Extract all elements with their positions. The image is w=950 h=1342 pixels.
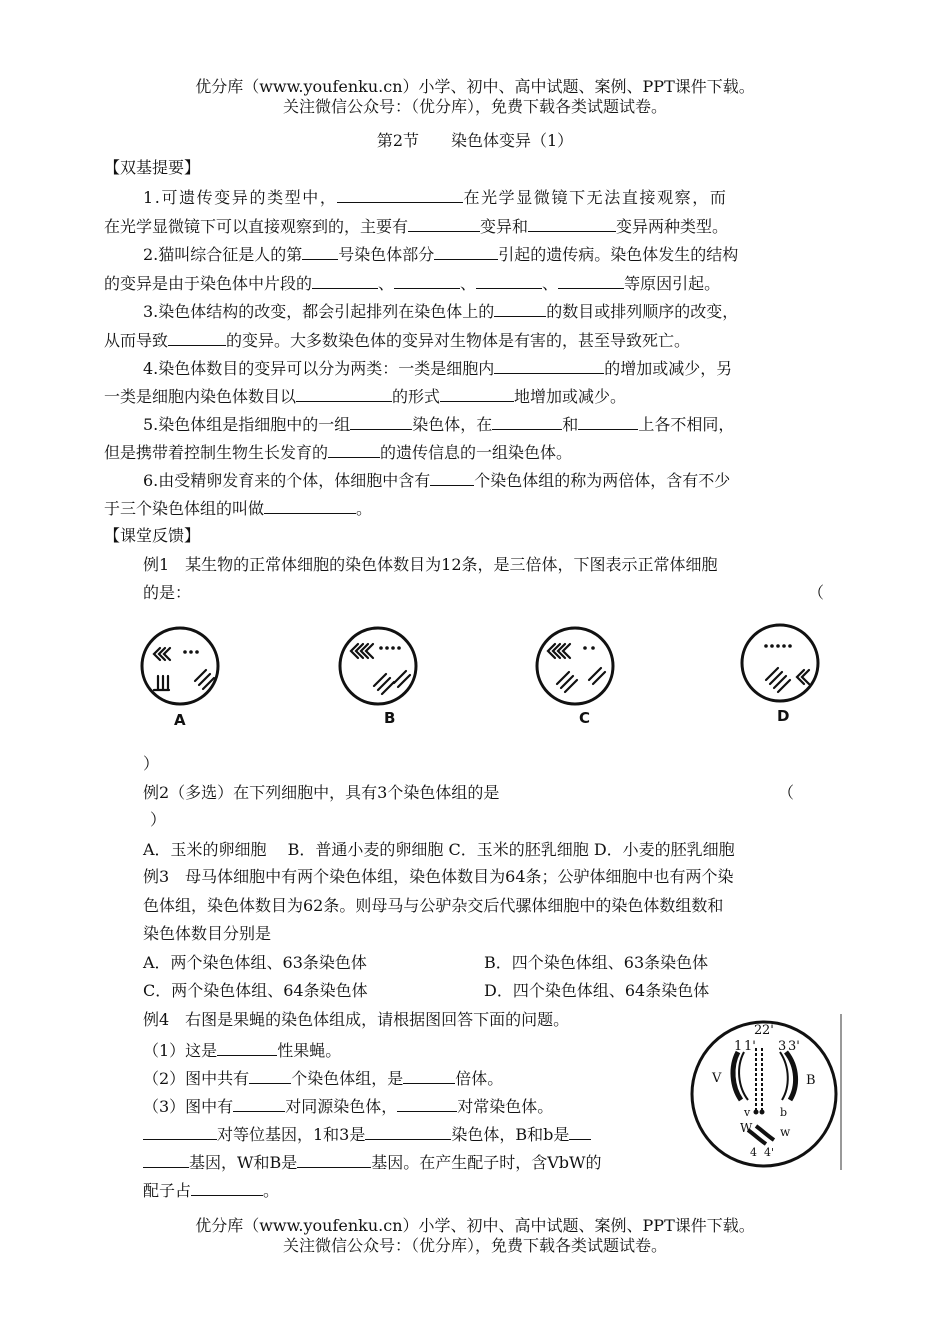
cell-c-diagram (537, 628, 613, 704)
q5-line2: 但是携带着控制生物生长发育的 的遗传信息的一组染色体。 (104, 443, 573, 462)
page-title: 第2节 染色体变异（1） (376, 131, 574, 150)
q3-line2: 从而导致 的变异。大多数染色体的变异对生物体是有害的，甚至导致死亡。 (104, 331, 691, 350)
header-line-1: 优分库（www.youfenku.cn）小学、初中、高中试题、案例、PPT课件下载。 (195, 77, 755, 96)
cell-label-b: B (384, 709, 396, 727)
ex2-paren-open: （ (778, 783, 795, 802)
ex3-line1: 例3 母马体细胞中有两个染色体组，染色体数目为64条；公驴体细胞中也有两个染 (143, 867, 734, 886)
cell-label-c: C (579, 709, 591, 727)
q2-line1: 2.猫叫综合征是人的第 号染色体部分 引起的遗传病。染色体发生的结构 (143, 245, 739, 264)
blank[interactable] (476, 273, 542, 289)
ex3-option-a: A．两个染色体组、63条染色体 (143, 953, 367, 972)
ex4-q3: （3）图中有 对同源染色体， 对常染色体。 (143, 1097, 554, 1116)
ex3-option-b: B．四个染色体组、63条染色体 (484, 953, 709, 972)
label-W: W (740, 1121, 753, 1135)
label-3: 3 (778, 1039, 787, 1054)
blank[interactable] (494, 301, 546, 317)
footer-line-1: 优分库（www.youfenku.cn）小学、初中、高中试题、案例、PPT课件下载。 (195, 1216, 755, 1235)
label-4p: 4' (764, 1146, 775, 1159)
q4-line2: 一类是细胞内染色体数目以 的形式 地增加或减少。 (104, 387, 627, 406)
ex1-line1: 例1 某生物的正常体细胞的染色体数目为12条，是三倍体，下图表示正常体细胞 (143, 555, 718, 574)
q1-line2: 在光学显微镜下可以直接观察到的，主要有 变异和 变异两种类型。 (104, 217, 729, 236)
blank[interactable] (264, 498, 356, 514)
label-w: w (780, 1125, 791, 1139)
ex4-q1: （1）这是 性果蝇。 (143, 1041, 342, 1060)
label-2p: 2' (762, 1023, 774, 1038)
blank[interactable] (434, 244, 498, 260)
blank[interactable] (492, 414, 562, 430)
q3-line1: 3.染色体结构的改变，都会引起排列在染色体上的 的数目或排列顺序的改变， (143, 302, 739, 321)
blank[interactable] (397, 1096, 457, 1112)
label-2: 2 (754, 1023, 763, 1038)
ex4-line5: 基因，W和B是 基因。在产生配子时，含VbW的 (143, 1152, 601, 1173)
blank[interactable] (350, 414, 412, 430)
label-1p: 1' (744, 1039, 756, 1054)
cell-label-d: D (777, 707, 790, 725)
blank[interactable] (430, 470, 474, 486)
blank[interactable] (302, 244, 338, 260)
ex4-line6: 配子占 。 (143, 1181, 280, 1200)
cell-label-a: A (174, 711, 186, 729)
ex4-intro: 例4 右图是果蝇的染色体组成，请根据图回答下面的问题。 (143, 1010, 570, 1029)
ex3-line2: 色体组，染色体数目为62条。则母马与公驴杂交后代骡体细胞中的染色体数组数和 (143, 896, 724, 915)
section-heading-feedback: 【课堂反馈】 (104, 526, 201, 545)
label-v: v (744, 1106, 751, 1119)
blank[interactable] (494, 358, 604, 374)
q4-line1: 4.染色体数目的变异可以分为两类：一类是细胞内 的增加或减少，另 (143, 359, 733, 378)
blank[interactable] (296, 386, 392, 402)
blank[interactable] (440, 386, 514, 402)
blank[interactable] (337, 187, 463, 203)
blank[interactable] (217, 1040, 277, 1056)
ex2-question: 例2（多选）在下列细胞中，具有3个染色体组的是 (143, 783, 500, 802)
cell-b-diagram (340, 628, 416, 704)
ex1-line2: 的是： (143, 583, 192, 602)
blank[interactable] (233, 1096, 285, 1112)
q6-line2: 于三个染色体组的叫做 。 (104, 499, 373, 518)
ex1-paren-open: （ (808, 583, 825, 602)
blank[interactable] (143, 1152, 189, 1168)
q1-line1: 1.可遗传变异的类型中， 在光学显微镜下无法直接观察，而 (143, 188, 728, 207)
label-4: 4 (750, 1146, 757, 1159)
blank[interactable] (365, 1124, 451, 1140)
ex4-line4: 对等位基因，1和3是 染色体，B和b是 (143, 1124, 591, 1145)
cell-a-diagram (142, 628, 218, 704)
blank[interactable] (578, 414, 638, 430)
ex1-paren-close: ） (143, 754, 160, 773)
ex3-option-d: D．四个染色体组、64条染色体 (484, 981, 710, 1000)
cell-d-diagram (742, 625, 818, 701)
blank[interactable] (569, 1124, 591, 1140)
header-line-2: 关注微信公众号：（优分库），免费下载各类试题试卷。 (282, 97, 667, 116)
fruit-fly-chromosome-diagram (686, 1012, 846, 1172)
q6-line1: 6.由受精卵发育来的个体，体细胞中含有 个染色体组的称为两倍体，含有不少 (143, 471, 731, 490)
blank[interactable] (394, 273, 460, 289)
section-heading-basics: 【双基提要】 (104, 158, 201, 177)
blank[interactable] (168, 330, 226, 346)
label-V: V (712, 1071, 722, 1086)
q2-line2: 的变异是由于染色体中片段的 、 、 、 等原因引起。 (104, 274, 721, 293)
blank[interactable] (558, 273, 624, 289)
label-B: B (806, 1073, 816, 1088)
blank[interactable] (297, 1152, 371, 1168)
ex3-line3: 染色体数目分别是 (143, 924, 272, 943)
ex3-option-c: C．两个染色体组、64条染色体 (143, 981, 368, 1000)
label-b: b (780, 1106, 788, 1119)
cell-diagrams (138, 618, 848, 738)
ex4-q2: （2）图中共有 个染色体组，是 倍体。 (143, 1069, 504, 1088)
blank[interactable] (249, 1068, 291, 1084)
ex2-options: A．玉米的卵细胞 B．普通小麦的卵细胞 C．玉米的胚乳细胞 D．小麦的胚乳细胞 (143, 840, 735, 859)
ex2-paren-close: ） (150, 810, 167, 829)
label-3p: 3' (788, 1039, 800, 1054)
q5-line1: 5.染色体组是指细胞中的一组 染色体，在 和 上各不相同， (143, 415, 735, 434)
blank[interactable] (312, 273, 378, 289)
blank[interactable] (403, 1068, 455, 1084)
label-1: 1 (734, 1039, 743, 1054)
blank[interactable] (191, 1180, 263, 1196)
blank[interactable] (143, 1124, 217, 1140)
blank[interactable] (408, 216, 480, 232)
blank[interactable] (528, 216, 616, 232)
blank[interactable] (328, 442, 380, 458)
footer-line-2: 关注微信公众号：（优分库），免费下载各类试题试卷。 (282, 1236, 667, 1255)
